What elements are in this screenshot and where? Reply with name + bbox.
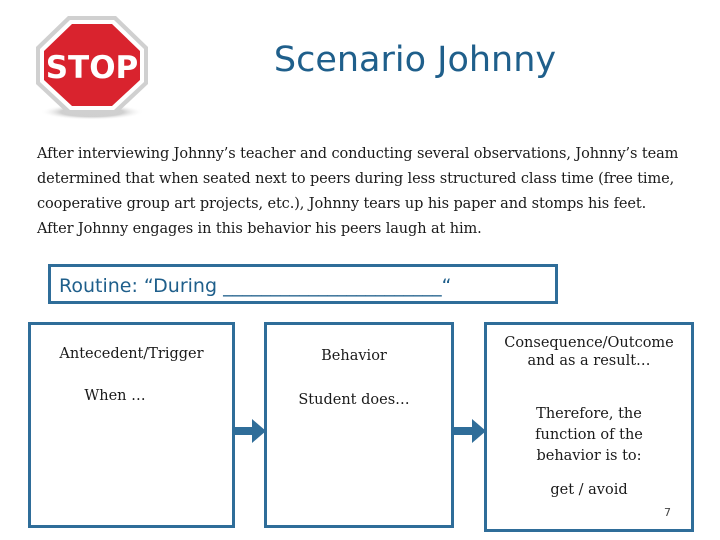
antecedent-heading: Antecedent/Trigger (59, 346, 204, 362)
function-line3: behavior is to: (536, 448, 642, 464)
function-options: get / avoid (550, 482, 628, 498)
page-title: Scenario Johnny (273, 40, 557, 80)
consequence-heading-line1: Consequence/Outcome (504, 335, 674, 351)
behavior-prompt: Student does… (298, 392, 410, 408)
stop-sign-icon (32, 14, 152, 122)
consequence-heading-line2: and as a result… (527, 353, 651, 369)
routine-box (48, 264, 558, 304)
function-line2: function of the (535, 427, 643, 443)
function-line1: Therefore, the (536, 406, 642, 422)
stop-sign-text: STOP (45, 50, 139, 86)
antecedent-prompt: When … (84, 388, 146, 404)
routine-label: Routine: “During _______________________“ (59, 275, 452, 297)
arrow-right-icon (232, 418, 268, 444)
scenario-paragraph: After interviewing Johnny’s teacher and conducting several observations, Johnny’s team determined that when seated next to peers during less structured class time (free time, cooperative group art projects, etc.), Johnny tears up his paper and stomps his feet. After Johnny engages in this behavior his peers laugh at him. (37, 146, 679, 237)
behavior-heading: Behavior (321, 348, 387, 364)
arrow-right-icon (452, 418, 488, 444)
page-number: 7 (664, 506, 671, 519)
